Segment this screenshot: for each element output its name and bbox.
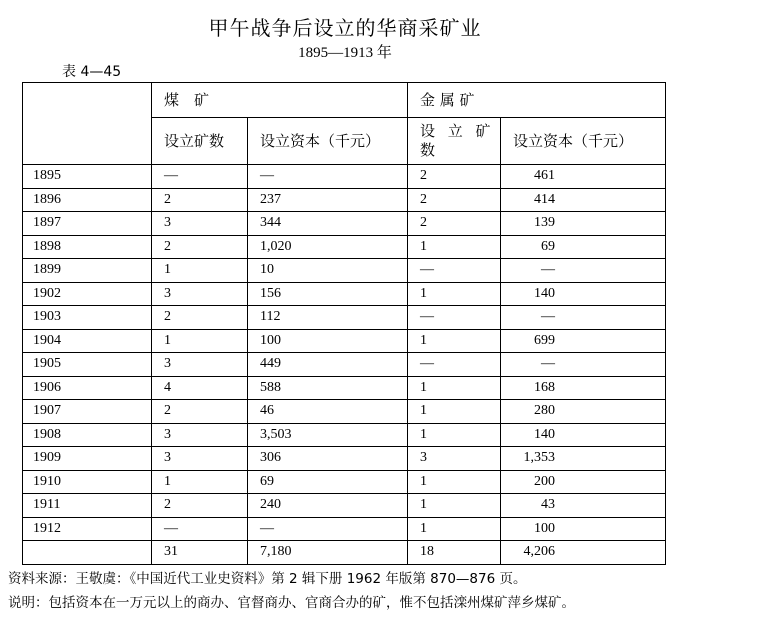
coal-capital-cell: — (248, 517, 408, 541)
table-number: 表 4—45 (62, 64, 122, 80)
coal-count-cell: 3 (152, 353, 248, 377)
metal-capital-cell (501, 376, 666, 400)
metal-count-cell: 1 (408, 517, 501, 541)
metal-capital-cell (501, 306, 666, 330)
coal-count-cell: 1 (152, 259, 248, 283)
table-subtitle: 1895—1913 年 (298, 45, 392, 61)
table-row (23, 282, 666, 306)
table-row (23, 447, 666, 471)
coal-count-cell: — (152, 165, 248, 189)
metal-count-cell: — (408, 259, 501, 283)
coal-count-cell: 4 (152, 376, 248, 400)
table-row (23, 188, 666, 212)
year-cell: 1911 (23, 494, 152, 518)
table-row (23, 353, 666, 377)
metal-count-cell: 18 (408, 541, 501, 565)
coal-count-cell: 2 (152, 494, 248, 518)
coal-count-cell: 2 (152, 400, 248, 424)
coal-capital-cell: 112 (248, 306, 408, 330)
metal-capital-value: 140 (534, 285, 556, 301)
metal-capital-value: 168 (534, 379, 556, 395)
metal-capital-value: 200 (534, 473, 556, 489)
metal-capital-value: 4,206 (523, 544, 556, 560)
table-row (23, 259, 666, 283)
metal-count-cell: 1 (408, 494, 501, 518)
metal-count-cell: 3 (408, 447, 501, 471)
coal-count-cell: 1 (152, 470, 248, 494)
header-metal-capital: 设立资本（千元） (501, 118, 666, 165)
metal-capital-cell (501, 447, 666, 471)
year-cell: 1899 (23, 259, 152, 283)
header-coal-count: 设立矿数 (152, 118, 248, 165)
coal-count-cell: 2 (152, 235, 248, 259)
metal-capital-cell (501, 423, 666, 447)
table-row (23, 165, 666, 189)
table-row (23, 517, 666, 541)
metal-count-cell: 2 (408, 212, 501, 236)
source-note: 资料来源：王敬虞：《中国近代工业史资料》第 2 辑下册 1962 年版第 870—876 页。 (8, 571, 527, 587)
metal-capital-value: — (541, 309, 556, 325)
table-row (23, 235, 666, 259)
table-row (23, 494, 666, 518)
table-row (23, 329, 666, 353)
table-title: 甲午战争后设立的华商采矿业 (208, 16, 482, 40)
coal-capital-cell: 7,180 (248, 541, 408, 565)
coal-count-cell: 31 (152, 541, 248, 565)
year-cell: 1903 (23, 306, 152, 330)
metal-capital-value: 699 (534, 332, 556, 348)
coal-capital-cell: 449 (248, 353, 408, 377)
header-metal: 金 属 矿 (408, 83, 666, 118)
year-cell: 1897 (23, 212, 152, 236)
year-cell (23, 541, 152, 565)
table-notes (8, 567, 575, 615)
metal-capital-value: 461 (534, 168, 556, 184)
year-cell: 1909 (23, 447, 152, 471)
table-row (23, 212, 666, 236)
table-row (23, 306, 666, 330)
metal-capital-cell (501, 282, 666, 306)
table-row (23, 376, 666, 400)
metal-capital-value: 100 (534, 520, 556, 536)
table-row (23, 470, 666, 494)
year-cell: 1898 (23, 235, 152, 259)
header-year-cell (23, 83, 152, 165)
metal-count-cell: 1 (408, 423, 501, 447)
metal-count-cell: — (408, 306, 501, 330)
year-cell: 1902 (23, 282, 152, 306)
metal-capital-value: 69 (541, 238, 556, 254)
metal-capital-cell (501, 470, 666, 494)
year-cell: 1910 (23, 470, 152, 494)
coal-count-cell: 3 (152, 447, 248, 471)
metal-capital-value: 140 (534, 426, 556, 442)
header-coal-capital: 设立资本（千元） (248, 118, 408, 165)
coal-capital-cell: 344 (248, 212, 408, 236)
coal-capital-cell: 46 (248, 400, 408, 424)
coal-count-cell: — (152, 517, 248, 541)
explanation-note: 说明：包括资本在一万元以上的商办、官督商办、官商合办的矿，惟不包括滦州煤矿萍乡煤矿。 (8, 595, 575, 611)
header-row-group (23, 83, 666, 118)
year-cell: 1908 (23, 423, 152, 447)
coal-count-cell: 3 (152, 423, 248, 447)
metal-capital-value: 280 (534, 403, 556, 419)
metal-capital-cell (501, 259, 666, 283)
coal-capital-cell: 100 (248, 329, 408, 353)
coal-capital-cell: 306 (248, 447, 408, 471)
mining-table (22, 82, 666, 565)
coal-count-cell: 3 (152, 212, 248, 236)
header-metal-count: 设 立 矿 数 (408, 118, 501, 165)
metal-capital-cell (501, 235, 666, 259)
coal-capital-cell: 3,503 (248, 423, 408, 447)
metal-capital-cell (501, 329, 666, 353)
metal-count-cell: 2 (408, 188, 501, 212)
table-row (23, 400, 666, 424)
metal-count-cell: 1 (408, 282, 501, 306)
metal-count-cell: 1 (408, 329, 501, 353)
metal-count-cell: 1 (408, 235, 501, 259)
metal-capital-cell (501, 165, 666, 189)
metal-capital-value: — (541, 356, 556, 372)
table-row (23, 423, 666, 447)
coal-capital-cell: 69 (248, 470, 408, 494)
metal-capital-cell (501, 517, 666, 541)
metal-capital-cell (501, 212, 666, 236)
header-coal: 煤 矿 (152, 83, 408, 118)
metal-capital-cell (501, 400, 666, 424)
metal-capital-value: 1,353 (523, 450, 556, 466)
year-cell: 1896 (23, 188, 152, 212)
metal-capital-cell (501, 494, 666, 518)
coal-capital-cell: 156 (248, 282, 408, 306)
total-row (23, 541, 666, 565)
coal-count-cell: 2 (152, 306, 248, 330)
metal-count-cell: 1 (408, 470, 501, 494)
metal-capital-value: 139 (534, 215, 556, 231)
year-cell: 1906 (23, 376, 152, 400)
metal-capital-value: — (541, 262, 556, 278)
metal-count-cell: — (408, 353, 501, 377)
coal-capital-cell: 1,020 (248, 235, 408, 259)
coal-capital-cell: 588 (248, 376, 408, 400)
year-cell: 1895 (23, 165, 152, 189)
coal-capital-cell: 10 (248, 259, 408, 283)
metal-capital-cell (501, 541, 666, 565)
metal-count-cell: 2 (408, 165, 501, 189)
coal-capital-cell: 240 (248, 494, 408, 518)
metal-capital-cell (501, 353, 666, 377)
metal-capital-cell (501, 188, 666, 212)
metal-capital-value: 43 (541, 497, 556, 513)
coal-capital-cell: 237 (248, 188, 408, 212)
coal-count-cell: 3 (152, 282, 248, 306)
coal-count-cell: 2 (152, 188, 248, 212)
year-cell: 1905 (23, 353, 152, 377)
year-cell: 1904 (23, 329, 152, 353)
metal-capital-value: 414 (534, 191, 556, 207)
metal-count-cell: 1 (408, 400, 501, 424)
coal-capital-cell: — (248, 165, 408, 189)
coal-count-cell: 1 (152, 329, 248, 353)
year-cell: 1907 (23, 400, 152, 424)
metal-count-cell: 1 (408, 376, 501, 400)
year-cell: 1912 (23, 517, 152, 541)
